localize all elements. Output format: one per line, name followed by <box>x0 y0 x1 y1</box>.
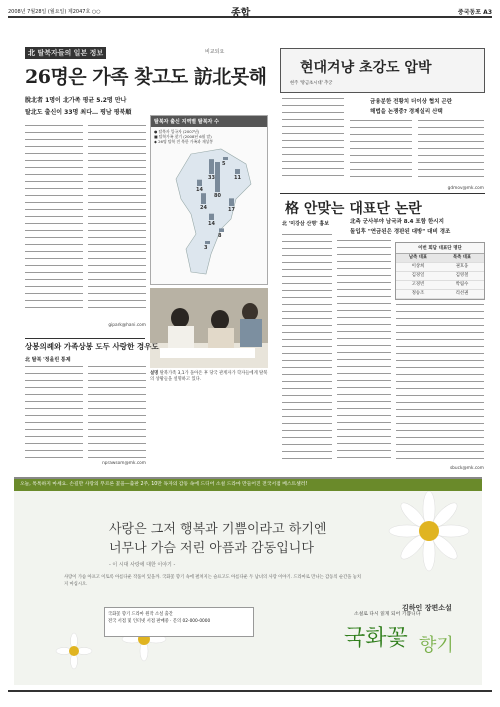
photo-caption: 설명 탈북가족 3,1가 돌아온 후 당국 관계자가 학자들에게 탈북의 상황들을 설명하고 있다. <box>150 371 268 382</box>
right-mid-headline: 格 안맞는 대표단 논란 <box>285 201 422 217</box>
chart-bar <box>209 159 214 174</box>
table-cell: 리선권 <box>455 291 469 296</box>
chart-bar <box>201 193 206 204</box>
chart-bar-label: 33 <box>208 175 215 181</box>
table-row <box>396 263 484 272</box>
chart-box <box>150 115 268 285</box>
korea-map-chart <box>151 144 267 284</box>
chart-bar-label: 3 <box>204 245 208 251</box>
right-mid-email: sbuck@mk.com <box>449 466 484 471</box>
table-cell: 고경빈 <box>411 282 425 287</box>
right-top-email: gdmov@mk.com <box>447 186 484 191</box>
right-top-subhead-2: 해법을 논쟁중? 경제실리 산택 <box>370 109 443 115</box>
classroom-photo <box>150 288 268 368</box>
right-top-byline: 현주 '방금초시대' 추궁 <box>290 81 333 86</box>
chart-legend: ● 탈북자 입국자 (2007년) ■ 탈북가족 찾기 (2008년 6월 말) ◆ 26명 탈북 전 북한 가족과 재상봉 <box>154 129 214 144</box>
chart-bar-label: 8 <box>218 233 222 239</box>
chart-bar-label: 11 <box>234 175 241 181</box>
chart-bar-label: 80 <box>214 193 221 199</box>
chart-bar <box>229 198 234 206</box>
ad-body: 사랑이 가슴 아프고 이토록 아름다운 작품이 있을까. 국화꽃 향기 속에 펼쳐지는 슬프고도 아름다운 두 남녀의 사랑 이야기. 드라마로 만나는 감동의 순간을 놓치지 마십시오. <box>64 575 362 587</box>
table-row <box>396 254 484 263</box>
delegation-table <box>395 242 485 300</box>
book-title-2: 향기 <box>419 635 454 656</box>
table-title: 이번 회담 대표단 명단 <box>396 243 484 254</box>
chart-bar-label: 14 <box>196 187 203 193</box>
right-mid-col-2 <box>337 240 391 470</box>
table-cell: 정승조 <box>411 291 425 296</box>
divider <box>280 193 485 194</box>
table-cell: 이상희 <box>411 264 425 269</box>
book-advertisement <box>14 477 482 683</box>
chart-bar-label: 5 <box>222 161 226 167</box>
lead-kicker: 北 탈북자들의 일본 정보 <box>25 47 106 59</box>
right-mid-col-3 <box>396 304 484 470</box>
table-row <box>396 281 484 290</box>
lead-subhead-2: 탈北도 출신이 33명 최다… 평남 평북順 <box>25 109 132 116</box>
table-cell: 권호웅 <box>455 264 469 269</box>
section-title: 종합 <box>231 8 251 19</box>
table-cell: 북측 대표 <box>452 255 472 260</box>
right-top-col-2 <box>350 120 412 190</box>
lower-headline: 상봉의례와 가족상봉 도두 사랑한 경우도 <box>25 342 159 351</box>
page-header <box>8 4 492 18</box>
right-mid-subhead-2: 돌입후 "연금된은 경판된 대방" 대비 경조 <box>350 229 451 235</box>
lower-kicker: 北 탈북 '정을린 통제 <box>25 357 71 363</box>
right-top-col-1 <box>282 98 344 188</box>
book-subtitle: 소설로 다시 읽게 되어 기쁩니다 <box>354 612 421 617</box>
chart-bar <box>197 180 202 186</box>
table-cell: 김영철 <box>455 273 469 278</box>
chart-bar <box>209 214 214 220</box>
ad-quote-line-2: 너무나 가슴 저린 아픔과 감동입니다 <box>109 541 314 556</box>
right-mid-kicker: 北 '미강삼 산명' 흉보 <box>282 221 330 227</box>
table-cell: 남측 대표 <box>408 255 428 260</box>
right-mid-col-1 <box>282 234 332 470</box>
ad-info-box: 국화꽃 향기 드라마 원작 소설 출간 전국 서점 및 인터넷 서점 판매중 · 문의 02-000-0000 <box>104 607 254 637</box>
chart-bar-label: 17 <box>228 207 235 213</box>
chart-bar <box>215 162 220 192</box>
lead-email: gipark@hani.com <box>108 323 146 328</box>
lead-byline: 비교되요 <box>205 49 225 55</box>
issue-date: 2008년 7월28일 (월요일) 제2047호 ○○ <box>8 9 101 15</box>
ad-banner: 오늘, 톡톡하지 마세요. 손길만 사랑의 푸르른 꽃을—출판 2주, 10만 독자의 감동 속에 드디어 소설 드라마 만들어진 전국서점 베스트셀러! <box>14 479 482 491</box>
right-top-headline: 현대겨냥 초강도 압박 <box>300 60 432 76</box>
chart-bar <box>205 241 210 244</box>
right-mid-subhead-1: 北측 군사부야 남국과 8.4 포함 한시지 <box>350 219 444 225</box>
right-top-subhead-1: 금융분한 전황치 더이상 협치 곤란 <box>370 99 453 105</box>
paper-name: 중국동포 A3 <box>457 9 492 16</box>
table-cell: 김경일 <box>411 273 425 278</box>
ad-quote-line-3: - 이 시대 사랑에 대한 이야기 - <box>109 562 176 568</box>
photo-image <box>150 288 268 368</box>
chart-bar-label: 14 <box>208 221 215 227</box>
table-cell: 박림수 <box>455 282 469 287</box>
lower-text-col-1 <box>25 366 83 466</box>
lower-text-col-2 <box>88 366 146 466</box>
book-author: 김하인 장편소설 <box>402 604 452 612</box>
chart-bar-label: 24 <box>200 205 207 211</box>
table-row <box>396 272 484 281</box>
chart-title: 탈북자 출신 지역별 탈북자 수 <box>151 116 267 127</box>
lead-text-col-3 <box>25 235 146 315</box>
right-top-col-3 <box>418 120 484 190</box>
ad-quote-line-1: 사랑은 그저 행복과 기쁨이라고 하기엔 <box>109 522 327 537</box>
chart-bar <box>235 169 240 174</box>
lower-email: nprawsom@mk.com <box>102 461 146 466</box>
divider <box>25 338 145 339</box>
lead-subhead-1: 脫北者 1명이 北가족 평균 5.2명 만나 <box>25 97 127 104</box>
table-row <box>396 290 484 299</box>
book-title-1: 국화꽃 <box>344 626 408 651</box>
table-rows <box>396 254 484 299</box>
page-footer-rule <box>8 690 492 692</box>
lead-headline: 26명은 가족 찾고도 訪北못해 <box>25 66 267 88</box>
chart-bar <box>219 228 224 232</box>
chart-bar <box>223 157 228 160</box>
